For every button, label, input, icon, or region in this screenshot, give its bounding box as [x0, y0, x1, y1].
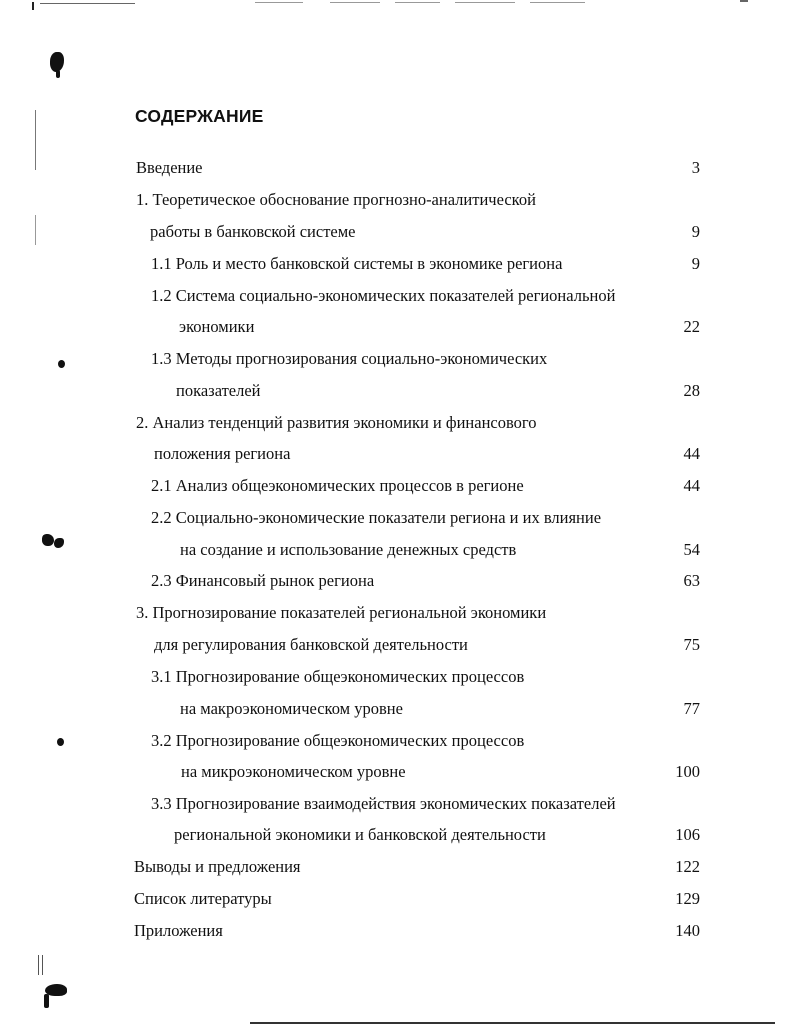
- scan-artifact-top-rule: [395, 2, 440, 3]
- toc-entry: [0, 442, 793, 466]
- scan-artifact-top-rule: [740, 0, 748, 2]
- toc-entry: [0, 411, 793, 435]
- toc-entry-page: 122: [675, 857, 700, 876]
- toc-entry: [0, 188, 793, 212]
- toc-entry-page: 9: [691, 222, 700, 241]
- scan-artifact-bottom-rule: [250, 1022, 775, 1024]
- toc-entry-title: 1. Теоретическое обоснование прогнозно-аналитической: [136, 190, 536, 209]
- toc-entry-page: 3: [691, 158, 700, 177]
- toc-entry: [0, 601, 793, 625]
- toc-entry-page: 9: [691, 254, 700, 273]
- toc-entry-page: 54: [683, 540, 700, 559]
- scan-artifact-top-rule: [330, 2, 380, 3]
- toc-entry-title: 3.2 Прогнозирование общеэкономических процессов: [151, 731, 525, 750]
- toc-entry-title: 1.2 Система социально-экономических показателей региональной: [151, 286, 616, 305]
- toc-entry-page: 75: [683, 635, 700, 654]
- scan-artifact-top-rule: [455, 2, 515, 3]
- punch-blot: [44, 994, 49, 1008]
- toc-entry-title: региональной экономики и банковской деятельности: [174, 825, 546, 844]
- toc-entry: [0, 569, 793, 593]
- toc-entry-title: 3. Прогнозирование показателей региональной экономики: [136, 603, 547, 622]
- toc-entry: [0, 379, 793, 403]
- toc-entry-page: 140: [675, 921, 700, 940]
- toc-entry: [0, 474, 793, 498]
- toc-entry-title: Введение: [136, 158, 203, 177]
- punch-blot: [50, 52, 64, 72]
- toc-entry-title: 2.1 Анализ общеэкономических процессов в регионе: [151, 476, 524, 495]
- toc-entry: [0, 823, 793, 847]
- punch-blot: [56, 70, 60, 78]
- toc-entry-title: 2.3 Финансовый рынок региона: [151, 571, 375, 590]
- toc-entry-title: работы в банковской системе: [150, 222, 356, 241]
- toc-entry-page: 44: [683, 444, 700, 463]
- toc-entry: [0, 792, 793, 816]
- scan-artifact-left-edge: [38, 955, 39, 975]
- scan-artifact-top-rule: [530, 2, 585, 3]
- scan-artifact-top-left: [32, 2, 34, 10]
- toc-entry-title: 1.3 Методы прогнозирования социально-экономических: [151, 349, 548, 368]
- toc-entry: [0, 538, 793, 562]
- page-title: СОДЕРЖАНИЕ: [135, 106, 264, 126]
- toc-entry-page: 63: [683, 571, 700, 590]
- toc-entry-page: 129: [675, 889, 700, 908]
- toc-entry-page: 44: [683, 476, 700, 495]
- toc-entry-page: 28: [683, 381, 700, 400]
- toc-entry: [0, 855, 793, 879]
- toc-entry-page: 100: [675, 762, 700, 781]
- toc-entry: [0, 665, 793, 689]
- toc-entry-title: 2. Анализ тенденций развития экономики и финансового: [136, 413, 537, 432]
- toc-entry-title: 2.2 Социально-экономические показатели региона и их влияние: [151, 508, 602, 527]
- scan-artifact-left-edge: [42, 955, 43, 975]
- toc-entry-title: положения региона: [154, 444, 291, 463]
- toc-entry: [0, 919, 793, 943]
- toc-entry-title: Приложения: [134, 921, 223, 940]
- scan-artifact-top-rule: [40, 3, 135, 4]
- toc-entry: [0, 633, 793, 657]
- toc-entry-title: на создание и использование денежных средств: [180, 540, 517, 559]
- toc-entry: [0, 284, 793, 308]
- toc-entry-title: Выводы и предложения: [134, 857, 301, 876]
- toc-entry-title: для регулирования банковской деятельности: [154, 635, 468, 654]
- toc-entry: [0, 729, 793, 753]
- toc-entry: [0, 252, 793, 276]
- scan-artifact-top-rule: [255, 2, 303, 3]
- toc-entry-page: 22: [683, 317, 700, 336]
- toc-entry: [0, 887, 793, 911]
- toc-entry-title: на макроэкономическом уровне: [180, 699, 403, 718]
- toc-entry: [0, 506, 793, 530]
- toc-entry-title: Список литературы: [134, 889, 272, 908]
- toc-entry-title: 3.1 Прогнозирование общеэкономических процессов: [151, 667, 525, 686]
- toc-entry: [0, 760, 793, 784]
- toc-entry-title: экономики: [179, 317, 255, 336]
- toc-entry: [0, 156, 793, 180]
- toc-entry: [0, 697, 793, 721]
- toc-entry-title: на микроэкономическом уровне: [181, 762, 406, 781]
- toc-entry: [0, 220, 793, 244]
- toc-entry-page: 106: [675, 825, 700, 844]
- toc-entry: [0, 347, 793, 371]
- toc-entry-page: 77: [683, 699, 700, 718]
- toc-entry-title: 1.1 Роль и место банковской системы в экономике региона: [151, 254, 563, 273]
- toc-entry-title: 3.3 Прогнозирование взаимодействия экономических показателей: [151, 794, 616, 813]
- toc-entry-title: показателей: [176, 381, 261, 400]
- toc-entry: [0, 315, 793, 339]
